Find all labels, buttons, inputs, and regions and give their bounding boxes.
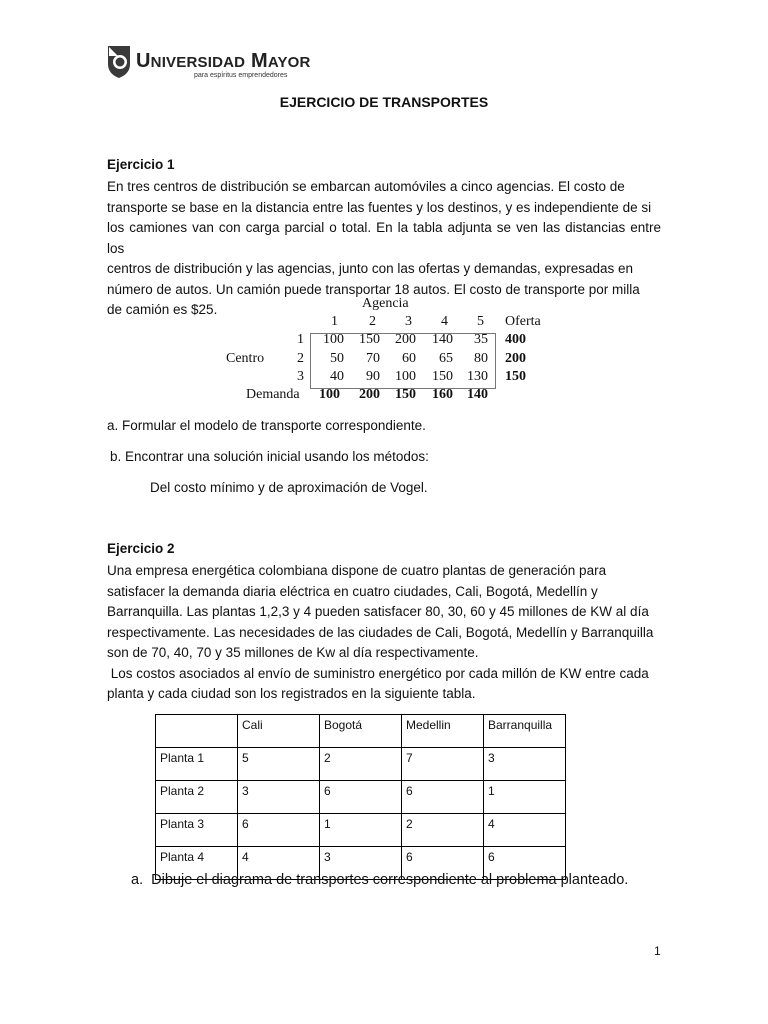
center-label: Centro: [226, 351, 265, 366]
table-cell: 7: [402, 748, 484, 781]
table-cell: 1: [484, 781, 566, 814]
paragraph-line: Los costos asociados al envío de suministro energético por cada millón de KW entre cada: [107, 665, 649, 681]
agency-header: 4: [441, 314, 448, 329]
table-row: [156, 781, 566, 814]
table-cell: 6: [402, 781, 484, 814]
table-row: [156, 715, 566, 748]
table-header-cell: Barranquilla: [484, 715, 566, 748]
cost-cell: 140: [432, 332, 453, 347]
item-text: Dibuje el diagrama de transportes correspondiente al problema planteado.: [151, 872, 629, 888]
paragraph-line: son de 70, 40, 70 y 35 millones de Kw al día respectivamente.: [107, 645, 479, 660]
cost-cell: 150: [432, 369, 453, 384]
paragraph-line: respectivamente. Las necesidades de las ciudades de Cali, Bogotá, Medellín y Barranquilla: [107, 624, 654, 640]
cost-cell: 150: [359, 332, 380, 347]
demand-cell: 160: [432, 387, 453, 402]
supply-label: Oferta: [505, 314, 541, 329]
demand-cell: 200: [359, 387, 380, 402]
demand-label: Demanda: [246, 387, 300, 402]
table-cell: Planta 1: [156, 748, 238, 781]
table-cell: [156, 715, 238, 748]
exercise-1-item-b-detail: Del costo mínimo y de aproximación de Vogel.: [150, 480, 428, 495]
exercise-1-item-a: a. Formular el modelo de transporte correspondiente.: [107, 418, 426, 433]
agency-header: 2: [369, 314, 376, 329]
agency-header: 1: [331, 314, 338, 329]
cost-cell: 35: [474, 332, 488, 347]
logo-tagline: para espíritus emprendedores: [194, 72, 288, 79]
center-index: 3: [297, 369, 304, 384]
paragraph-line: los camiones van con carga parcial o total. En la tabla adjunta se ven las distancias entre los: [107, 220, 661, 256]
center-index: 2: [297, 351, 304, 366]
demand-cell: 140: [467, 387, 488, 402]
cost-cell: 60: [402, 351, 416, 366]
table-row: [156, 814, 566, 847]
cost-cell: 100: [323, 332, 344, 347]
agency-header: 5: [477, 314, 484, 329]
table-cell: 2: [320, 748, 402, 781]
paragraph-line: transporte se base en la distancia entre las fuentes y los destinos, y es independiente de si: [107, 199, 652, 215]
table-cell: 3: [320, 847, 402, 880]
table-cell: 3: [238, 781, 320, 814]
exercise-1-heading: Ejercicio 1: [107, 157, 175, 172]
cost-cell: 90: [366, 369, 380, 384]
supply-cell: 150: [505, 369, 526, 384]
demand-cell: 100: [319, 387, 340, 402]
table-cell: 6: [402, 847, 484, 880]
supply-cell: 200: [505, 351, 526, 366]
table-cell: Planta 2: [156, 781, 238, 814]
distance-table: [0, 0, 768, 420]
table-cell: 1: [320, 814, 402, 847]
agency-label: Agencia: [362, 296, 409, 311]
page-number: 1: [654, 944, 661, 958]
table-cell: 6: [238, 814, 320, 847]
cost-cell: 130: [467, 369, 488, 384]
paragraph-line: Barranquilla. Las plantas 1,2,3 y 4 pueden satisfacer 80, 30, 60 y 45 millones de KW al día: [107, 604, 649, 619]
table-header-cell: Bogotá: [320, 715, 402, 748]
table-cell: Planta 3: [156, 814, 238, 847]
table-cell: 4: [484, 814, 566, 847]
table-cell: 6: [484, 847, 566, 880]
table-cell: 4: [238, 847, 320, 880]
paragraph-line: de camión es $25.: [107, 302, 218, 317]
paragraph-line: satisfacer la demanda diaria eléctrica en cuatro ciudades, Cali, Bogotá, Medellín y: [107, 583, 598, 599]
table-cell: 2: [402, 814, 484, 847]
exercise-2-item-a: [131, 872, 628, 888]
exercise-2-heading: Ejercicio 2: [107, 541, 175, 556]
agency-header: 3: [405, 314, 412, 329]
supply-cell: 400: [505, 332, 526, 347]
exercise-2-text: [107, 561, 661, 705]
table-cell: Planta 4: [156, 847, 238, 880]
logo-wordmark: UNIVERSIDAD MAYOR: [136, 50, 311, 72]
cost-cell: 65: [439, 351, 453, 366]
table-header-cell: Medellin: [402, 715, 484, 748]
table-cell: 5: [238, 748, 320, 781]
page-title: EJERCICIO DE TRANSPORTES: [279, 94, 489, 110]
table-row: [156, 748, 566, 781]
paragraph-line: planta y cada ciudad son los registrados en la siguiente tabla.: [107, 686, 476, 701]
list-marker: a.: [131, 872, 144, 888]
cost-cell: 70: [366, 351, 380, 366]
paragraph-line: Una empresa energética colombiana dispone de cuatro plantas de generación para: [107, 563, 607, 578]
exercise-1-item-b: b. Encontrar una solución inicial usando los métodos:: [110, 449, 429, 464]
center-index: 1: [297, 332, 304, 347]
table-cell: 3: [484, 748, 566, 781]
paragraph-line: centros de distribución y las agencias, junto con las ofertas y demandas, expresadas en: [107, 261, 634, 276]
cost-cell: 200: [395, 332, 416, 347]
paragraph-line: número de autos. Un camión puede transportar 18 autos. El costo de transporte por milla: [107, 281, 640, 297]
demand-cell: 150: [395, 387, 416, 402]
table-cell: 6: [320, 781, 402, 814]
table-header-cell: Cali: [238, 715, 320, 748]
paragraph-line: En tres centros de distribución se embarcan automóviles a cinco agencias. El costo de: [107, 179, 625, 194]
cost-table: [155, 714, 566, 880]
cost-cell: 100: [395, 369, 416, 384]
cost-cell: 80: [474, 351, 488, 366]
cost-cell: 40: [330, 369, 344, 384]
cost-cell: 50: [330, 351, 344, 366]
